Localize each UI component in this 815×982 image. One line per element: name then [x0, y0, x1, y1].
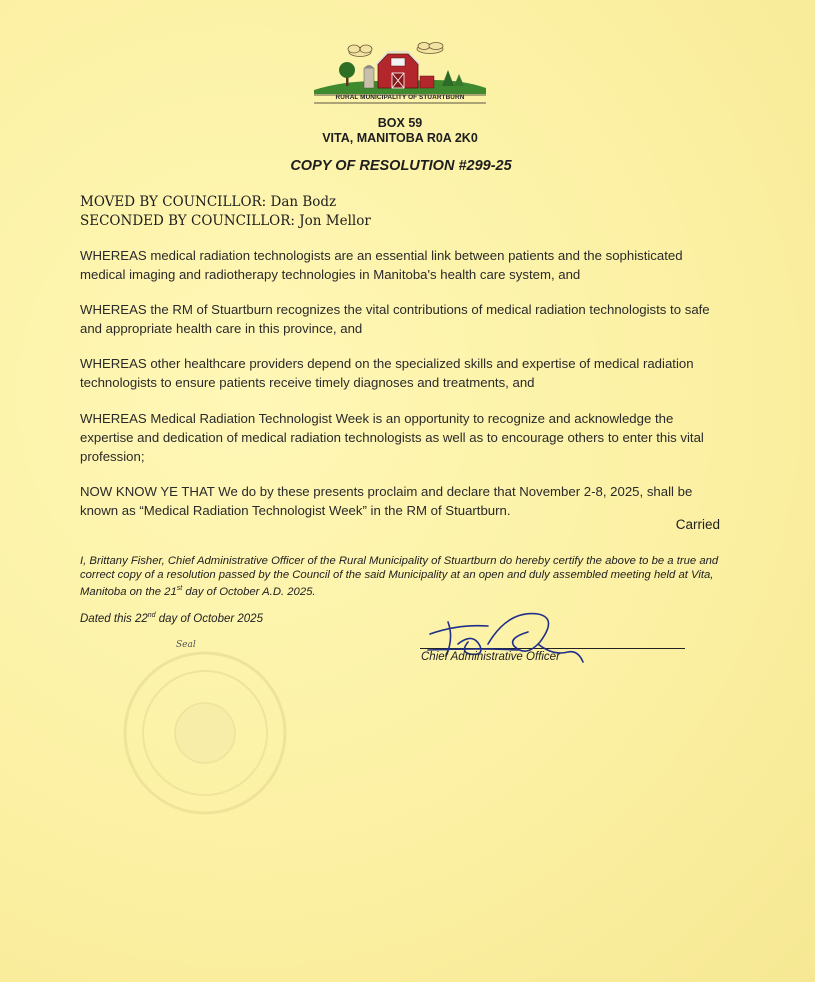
signature-label: Chief Administrative Officer	[421, 651, 560, 663]
whereas-paragraph-3: WHEREAS other healthcare providers depend on the specialized skills and expertise of medical radiation technologists to ensure patients receive timely diagnoses and treatments, and	[80, 356, 694, 390]
whereas-paragraph-4: WHEREAS Medical Radiation Technologist Week is an opportunity to recognize and acknowledge the expertise and dedication of medical radiation technologists as well as to encourage others to enter this vital profession;	[80, 411, 704, 464]
whereas-paragraph-1: WHEREAS medical radiation technologists are an essential link between patients and the sophisticated medical imaging and radiotherapy technologies in Manitoba's health care system, and	[80, 248, 683, 282]
whereas-paragraph-2: WHEREAS the RM of Stuartburn recognizes the vital contributions of medical radiation technologists to safe and appropriate health care in this province, and	[80, 302, 710, 336]
motion-result: Carried	[675, 517, 720, 532]
certification-text: I, Brittany Fisher, Chief Administrative Officer of the Rural Municipality of Stuartburn do hereby certify the above to be a true and correct copy of a resolution passed by the Council of the said Municipality at an open and duly assembled meeting held at Vita, Manitoba on the 21st day of October A.D. 2025.	[80, 555, 719, 599]
logo-caption: RURAL MUNICIPALITY OF STUARTBURN	[335, 94, 465, 101]
seconded-by: SECONDED BY COUNCILLOR: Jon Mellor	[80, 213, 371, 229]
address-line-2: VITA, MANITOBA R0A 2K0	[322, 131, 478, 145]
resolution-title: COPY OF RESOLUTION #299-25	[290, 158, 512, 174]
address-line-1: BOX 59	[377, 116, 423, 130]
seal-mark: Seal	[176, 640, 196, 650]
embossed-seal	[120, 648, 290, 818]
dated-line: Dated this 22nd day of October 2025	[80, 612, 263, 625]
resolve-paragraph: NOW KNOW YE THAT We do by these presents proclaim and declare that November 2-8, 2025, shall be known as “Medical Radiation Technologist Week” in the RM of Stuartburn.	[80, 484, 693, 518]
moved-by: MOVED BY COUNCILLOR: Dan Bodz	[80, 194, 337, 210]
